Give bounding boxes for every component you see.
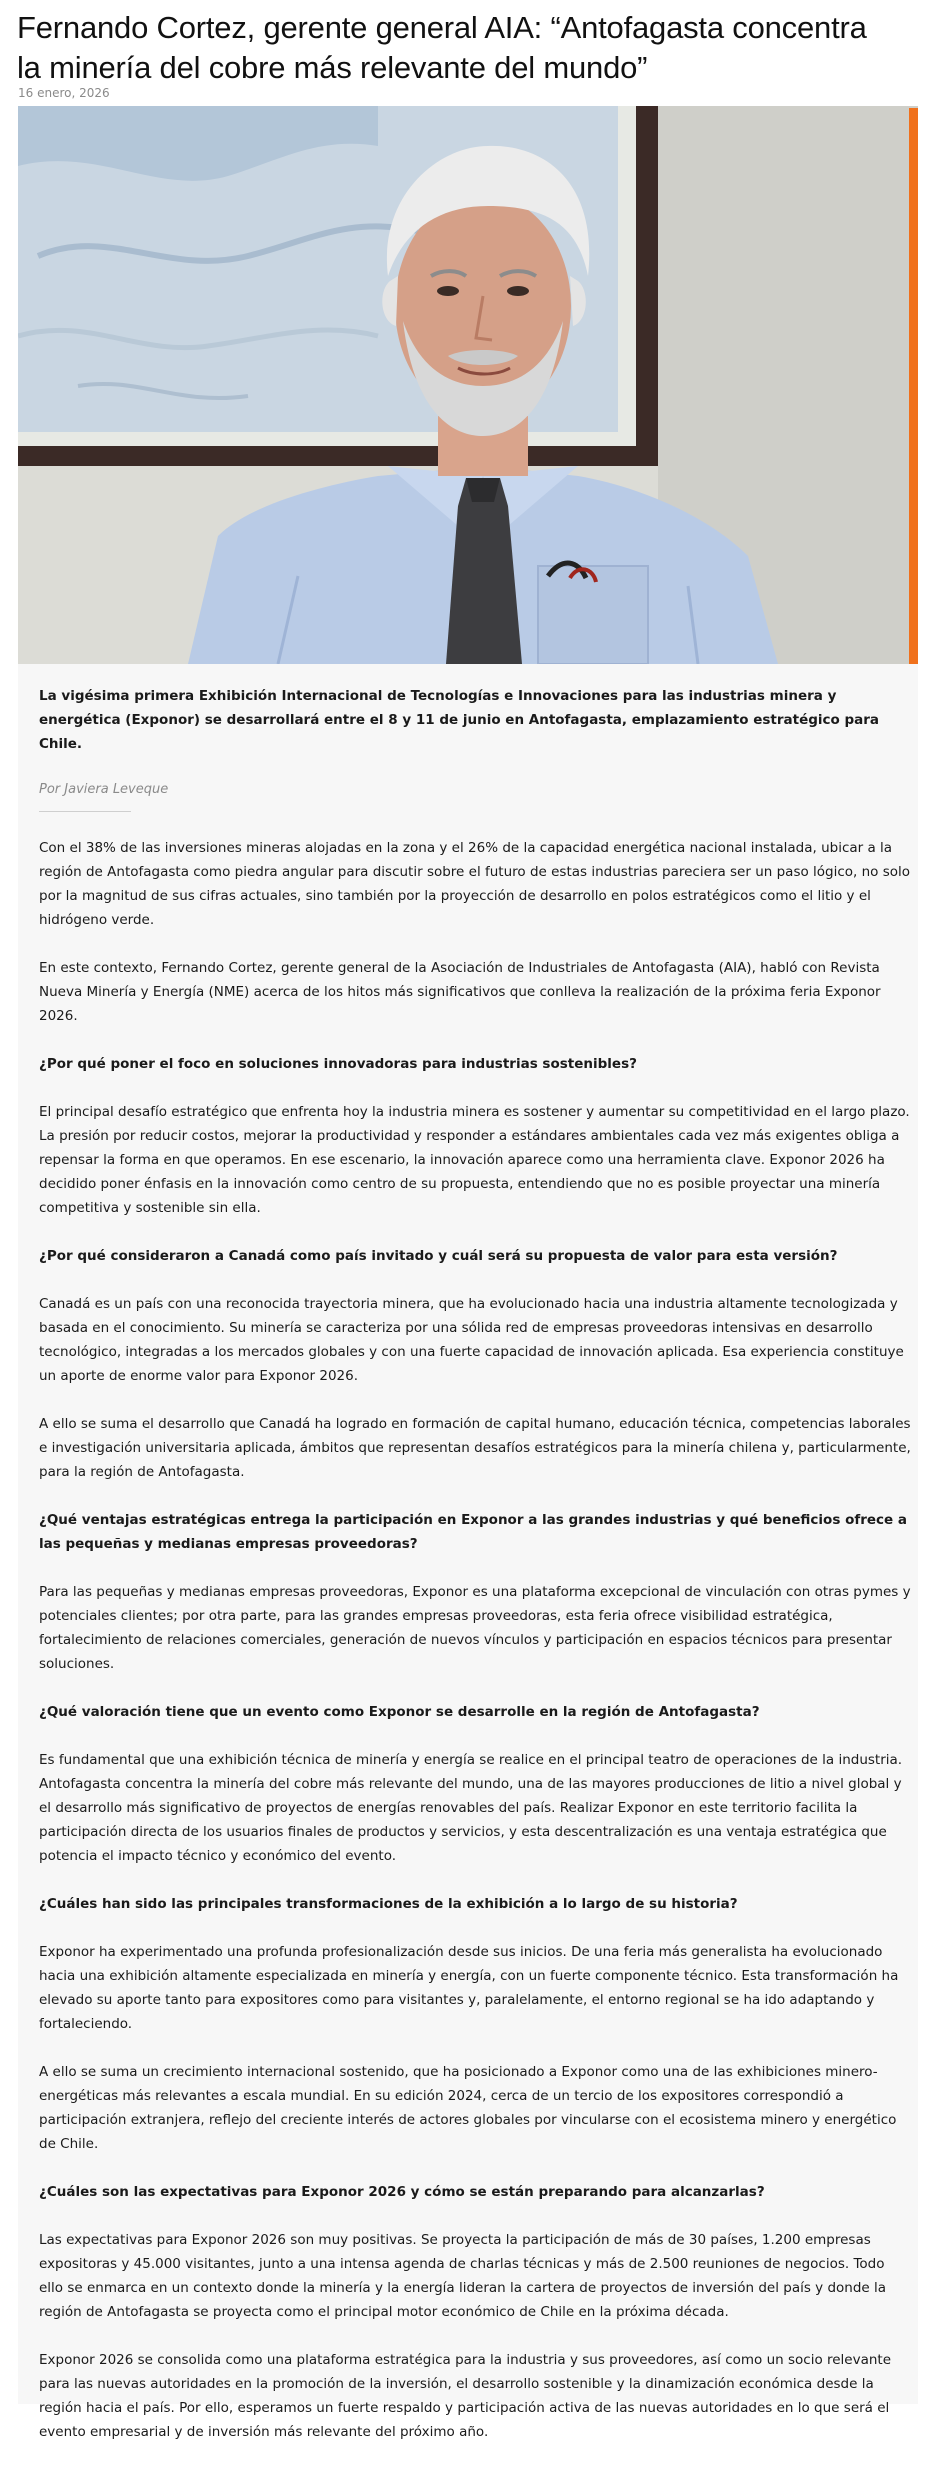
answer-paragraph: Para las pequeñas y medianas empresas proveedoras, Exponor es una plataforma excepcional de vinculación con otras pymes y potenciales clientes; por otra parte, para las grandes empresas proveedoras, esta feria ofrece visibilidad estratégica, fortalecimiento de relaciones comerciales, generación de nuevos vínculos y participación en espacios técnicos para presentar soluciones. [39, 1584, 911, 1672]
answer-paragraph: Canadá es un país con una reconocida trayectoria minera, que ha evolucionado hacia una industria altamente tecnologizada y basada en el conocimiento. Su minería se caracteriza por una sólida red de empresas proveedoras intensivas en desarrollo tecnológico, integradas a los mercados globales y con una fuerte capacidad de innovación aplicada. Esa experiencia constituye un aporte de enorme valor para Exponor 2026. [39, 1296, 904, 1384]
author-byline: Por Javiera Leveque [39, 782, 169, 797]
question-heading: ¿Qué valoración tiene que un evento como Exponor se desarrolle en la región de Antofagasta? [39, 1704, 760, 1720]
article-title: Fernando Cortez, gerente general AIA: “Antofagasta concentra la minería del cobre más relevante del mundo” [17, 10, 867, 85]
paragraph: Con el 38% de las inversiones mineras alojadas en la zona y el 26% de la capacidad energética nacional instalada, ubicar a la región de Antofagasta como piedra angular para discutir sobre el futuro de estas industrias pareciera ser un paso lógico, no solo por la magnitud de sus cifras actuales, sino también por la proyección de desarrollo en polos estratégicos como el litio y el hidrógeno verde. [39, 840, 911, 928]
accent-bar [909, 108, 918, 664]
answer-paragraph: A ello se suma el desarrollo que Canadá ha logrado en formación de capital humano, educación técnica, competencias laborales e investigación universitaria aplicada, ámbitos que representan desafíos estratégicos para la minería chilena y, particularmente, para la región de Antofagasta. [39, 1416, 911, 1480]
hero-photo [18, 106, 918, 664]
article-lead: La vigésima primera Exhibición Internacional de Tecnologías e Innovaciones para las industrias minera y energética (Exponor) se desarrollará entre el 8 y 11 de junio en Antofagasta, emplazamiento estratégico para Chile. [39, 688, 880, 752]
question-heading: ¿Cuáles son las expectativas para Exponor 2026 y cómo se están preparando para alcanzarlas? [39, 2184, 765, 2200]
byline-divider [39, 811, 131, 812]
answer-paragraph: Es fundamental que una exhibición técnica de minería y energía se realice en el principal teatro de operaciones de la industria. Antofagasta concentra la minería del cobre más relevante del mundo, una de las mayores producciones de litio a nivel global y el desarrollo más significativo de proyectos de energías renovables del país. Realizar Exponor en este territorio facilita la participación directa de los usuarios finales de productos y servicios, y esta descentralización es una ventaja estratégica que potencia el impacto técnico y económico del evento. [39, 1752, 903, 1864]
answer-paragraph: A ello se suma un crecimiento internacional sostenido, que ha posicionado a Exponor como una de las exhibiciones minero-energéticas más relevantes a escala mundial. En su edición 2024, cerca de un tercio de los expositores correspondió a participación extranjera, reflejo del creciente interés de actores globales por vincularse con el ecosistema minero y energético de Chile. [39, 2064, 897, 2152]
portrait-illustration [18, 106, 918, 664]
answer-paragraph: Las expectativas para Exponor 2026 son muy positivas. Se proyecta la participación de más de 30 países, 1.200 empresas expositoras y 45.000 visitantes, junto a una intensa agenda de charlas técnicas y más de 2.500 reuniones de negocios. Todo ello se enmarca en un contexto donde la minería y la energía lideran la cartera de proyectos de inversión del país y donde la región de Antofagasta se proyecta como el principal motor económico de Chile en la próxima década. [39, 2232, 887, 2320]
question-heading: ¿Qué ventajas estratégicas entrega la participación en Exponor a las grandes industrias y qué beneficios ofrece a las pequeñas y medianas empresas proveedoras? [39, 1512, 907, 1552]
publish-date: 16 enero, 2026 [18, 86, 110, 100]
answer-paragraph: El principal desafío estratégico que enfrenta hoy la industria minera es sostener y aumentar su competitividad en el largo plazo. La presión por reducir costos, mejorar la productividad y responder a estándares ambientales cada vez más exigentes obliga a repensar la forma en que operamos. En ese escenario, la innovación aparece como una herramienta clave. Exponor 2026 ha decidido poner énfasis en la innovación como centro de su propuesta, entendiendo que no es posible proyectar una minería competitiva y sostenible sin ella. [39, 1104, 910, 1216]
answer-paragraph: Exponor ha experimentado una profunda profesionalización desde sus inicios. De una feria más generalista ha evolucionado hacia una exhibición altamente especializada en minería y energía, con un fuerte componente técnico. Esta transformación ha elevado su aporte tanto para expositores como para visitantes y, paralelamente, el entorno regional se ha ido adaptando y fortaleciendo. [39, 1944, 899, 2032]
article-body [18, 664, 918, 2440]
question-heading: ¿Por qué consideraron a Canadá como país invitado y cuál será su propuesta de valor para esta versión? [39, 1248, 838, 1264]
answer-paragraph: Exponor 2026 se consolida como una plataforma estratégica para la industria y sus proveedores, así como un socio relevante para las nuevas autoridades en la promoción de la inversión, el desarrollo sostenible y la dinamización económica desde la región hacia el país. Por ello, esperamos un fuerte respaldo y participación activa de las nuevas autoridades en lo que será el evento empresarial y de inversión más relevante del próximo año. [39, 2352, 892, 2440]
article-content [39, 684, 911, 2468]
paragraph: En este contexto, Fernando Cortez, gerente general de la Asociación de Industriales de Antofagasta (AIA), habló con Revista Nueva Minería y Energía (NME) acerca de los hitos más significativos que conlleva la realización de la próxima feria Exponor 2026. [39, 960, 881, 1024]
question-heading: ¿Por qué poner el foco en soluciones innovadoras para industrias sostenibles? [39, 1056, 637, 1072]
question-heading: ¿Cuáles han sido las principales transformaciones de la exhibición a lo largo de su historia? [39, 1896, 738, 1912]
